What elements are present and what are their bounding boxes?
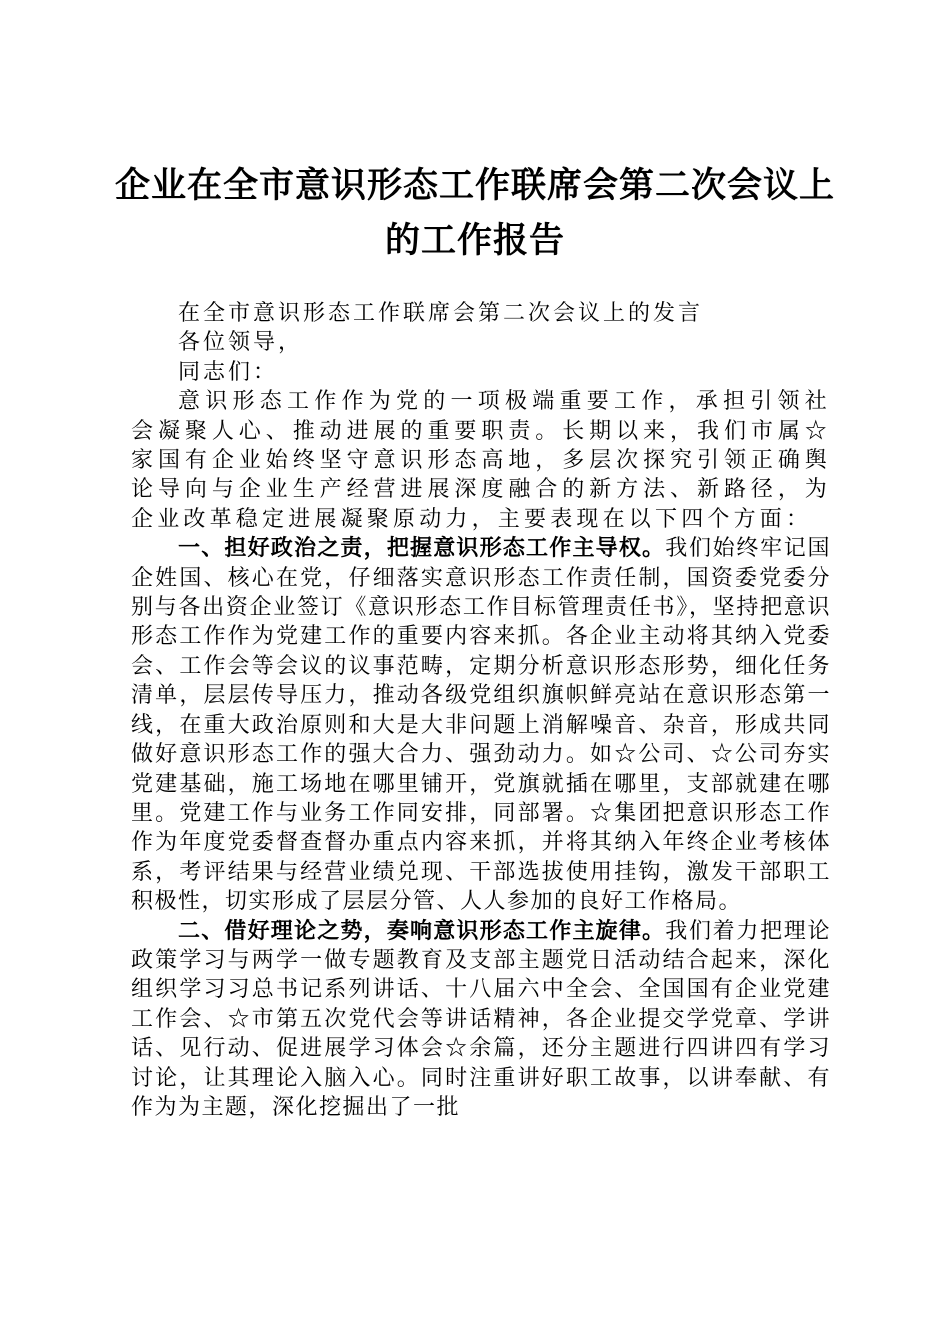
section-1-paragraph xyxy=(131,534,831,916)
section-1-body: 我们始终牢记国企姓国、核心在党，仔细落实意识形态工作责任制，国资委党委分别与各出资企业签订《意识形态工作目标管理责任书》，坚持把意识形态工作作为党建工作的重要内容来抓。各企业主动将其纳入党委会、工作会等会议的议事范畴，定期分析意识形态形势，细化任务清单，层层传导压力，推动各级党组织旗帜鲜亮站在意识形态第一线，在重大政治原则和大是大非问题上消解噪音、杂音，形成共同做好意识形态工作的强大合力、强劲动力。如☆公司、☆公司夯实党建基础，施工场地在哪里铺开，党旗就插在哪里，支部就建在哪里。党建工作与业务工作同安排，同部署。☆集团把意识形态工作作为年度党委督查督办重点内容来抓，并将其纳入年终企业考核体系，考评结果与经营业绩兑现、干部选拔使用挂钩，激发干部职工积极性，切实形成了层层分管、人人参加的良好工作格局。 xyxy=(131,536,831,915)
document-title-line-2: 的工作报告 xyxy=(384,221,565,261)
document-title-line-1: 企业在全市意识形态工作联席会第二次会议上 xyxy=(114,166,835,206)
salutation-comrades: 同志们： xyxy=(178,359,279,385)
section-2-body: 我们着力把理论政策学习与两学一做专题教育及支部主题党日活动结合起来，深化组织学习习总书记系列讲话、十八届六中全会、全国国有企业党建工作会、☆市第五次党代会等讲话精神，各企业提交学党章、学讲话、见行动、促进展学习体会☆余篇，还分主题进行四讲四有学习讨论，让其理论入脑入心。同时注重讲好职工故事，以讲奉献、有作为为主题，深化挖掘出了一批 xyxy=(131,918,831,1120)
section-2-heading: 二、借好理论之势，奏响意识形态工作主旋律。 xyxy=(178,918,666,944)
intro-paragraph: 意识形态工作作为党的一项极端重要工作，承担引领社会凝聚人心、推动进展的重要职责。长期以来，我们市属☆家国有企业始终坚守意识形态高地，多层次探究引领正确舆论导向与企业生产经营进展深度融合的新方法、新路径，为企业改革稳定进展凝聚原动力，主要表现在以下四个方面： xyxy=(131,389,831,532)
section-2-paragraph xyxy=(131,917,831,1123)
salutation-leaders: 各位领导， xyxy=(178,330,304,356)
speech-subtitle: 在全市意识形态工作联席会第二次会议上的发言 xyxy=(178,301,704,326)
section-1-heading: 一、担好政治之责，把握意识形态工作主导权。 xyxy=(178,536,666,562)
document-body xyxy=(131,299,831,1122)
